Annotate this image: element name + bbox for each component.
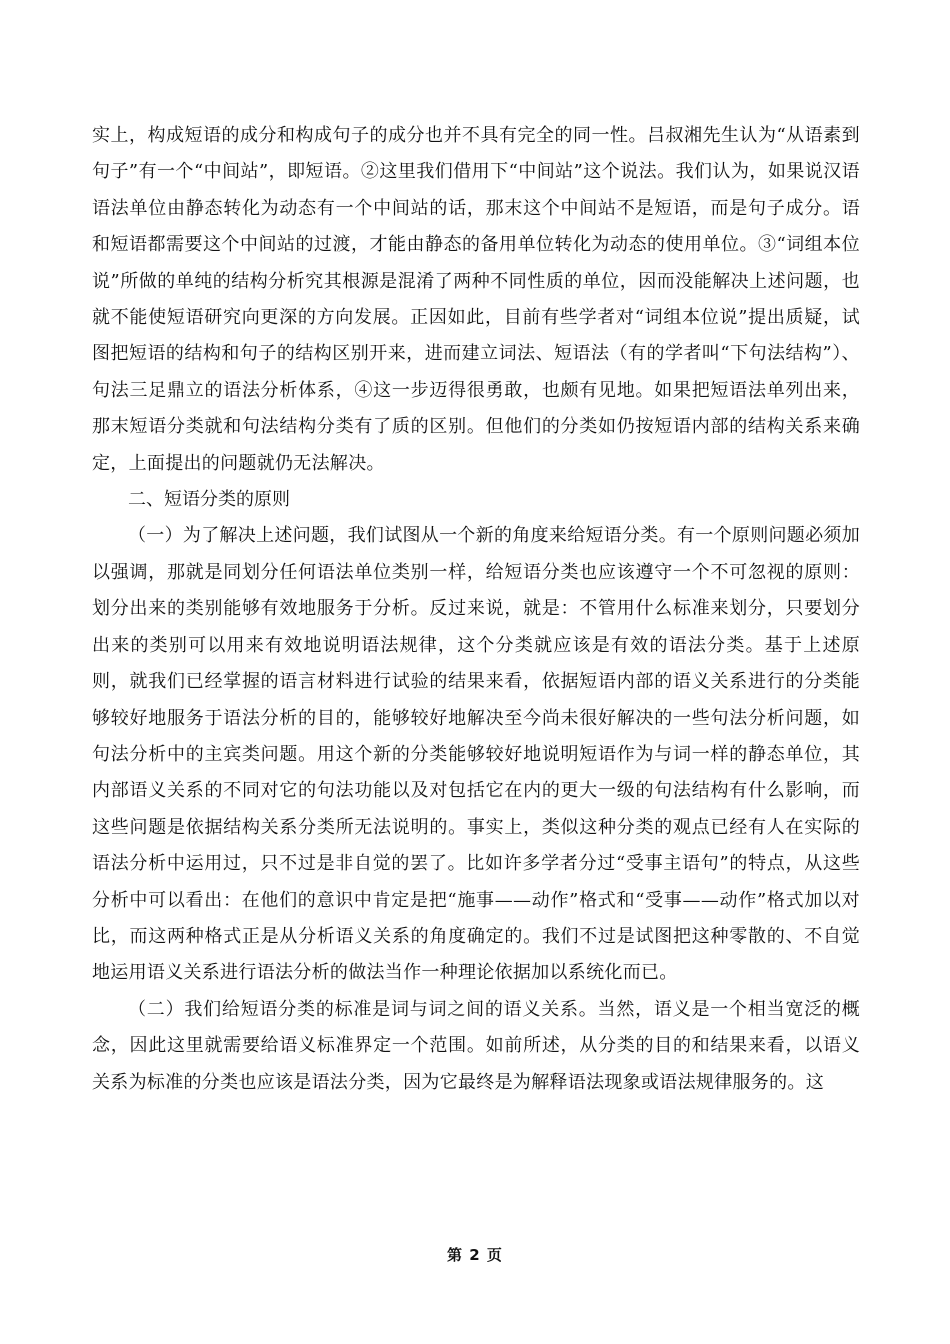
paragraph-continuation: 实上，构成短语的成分和构成句子的成分也并不具有完全的同一性。吕叔湘先生认为“从语素到句子”有一个“中间站”，即短语。②这里我们借用下“中间站”这个说法。我们认为，如果说汉语语法单位由静态转化为动态有一个中间站的话，那末这个中间站不是短语，而是句子成分。语和短语都需要这个中间站的过渡，才能由静态的备用单位转化为动态的使用单位。③“词组本位说”所做的单纯的结构分析究其根源是混淆了两种不同性质的单位，因而没能解决上述问题，也就不能使短语研究向更深的方向发展。正因如此，目前有些学者对“词组本位说”提出质疑，试图把短语的结构和句子的结构区别开来，进而建立词法、短语法（有的学者叫“下句法结构”）、句法三足鼎立的语法分析体系，④这一步迈得很勇敢，也颇有见地。如果把短语法单列出来，那末短语分类就和句法结构分类有了质的区别。但他们的分类如仍按短语内部的结构关系来确定，上面提出的问题就仍无法解决。 [92,125,860,474]
section-heading: 二、短语分类的原则 [128,489,290,511]
paragraph-principle-two: （二）我们给短语分类的标准是词与词之间的语义关系。当然，语义是一个相当宽泛的概念，因此这里就需要给语义标准界定一个范围。如前所述，从分类的目的和结果来看，以语义关系为标准的分类也应该是语法分类，因为它最终是为解释语法现象或语法规律服务的。这 [92,998,860,1093]
page-number: 第 2 页 [447,1246,503,1264]
document-body [92,118,860,1101]
paragraph-principle-one: （一）为了解决上述问题，我们试图从一个新的角度来给短语分类。有一个原则问题必须加以强调，那就是同划分任何语法单位类别一样，给短语分类也应该遵守一个不可忽视的原则：划分出来的类别能够有效地服务于分析。反过来说，就是：不管用什么标准来划分，只要划分出来的类别可以用来有效地说明语法规律，这个分类就应该是有效的语法分类。基于上述原则，就我们已经掌握的语言材料进行试验的结果来看，依据短语内部的语义关系进行的分类能够较好地服务于语法分析的目的，能够较好地解决至今尚未很好解决的一些句法分析问题，如句法分析中的主宾类问题。用这个新的分类能够较好地说明短语作为与词一样的静态单位，其内部语义关系的不同对它的句法功能以及对包括它在内的更大一级的句法结构有什么影响，而这些问题是依据结构关系分类所无法说明的。事实上，类似这种分类的观点已经有人在实际的语法分析中运用过，只不过是非自觉的罢了。比如许多学者分过“受事主语句”的特点，从这些分析中可以看出：在他们的意识中肯定是把“施事——动作”格式和“受事——动作”格式加以对比，而这两种格式正是从分析语义关系的角度确定的。我们不过是试图把这种零散的、不自觉地运用语义关系进行语法分析的做法当作一种理论依据加以系统化而已。 [92,525,860,984]
